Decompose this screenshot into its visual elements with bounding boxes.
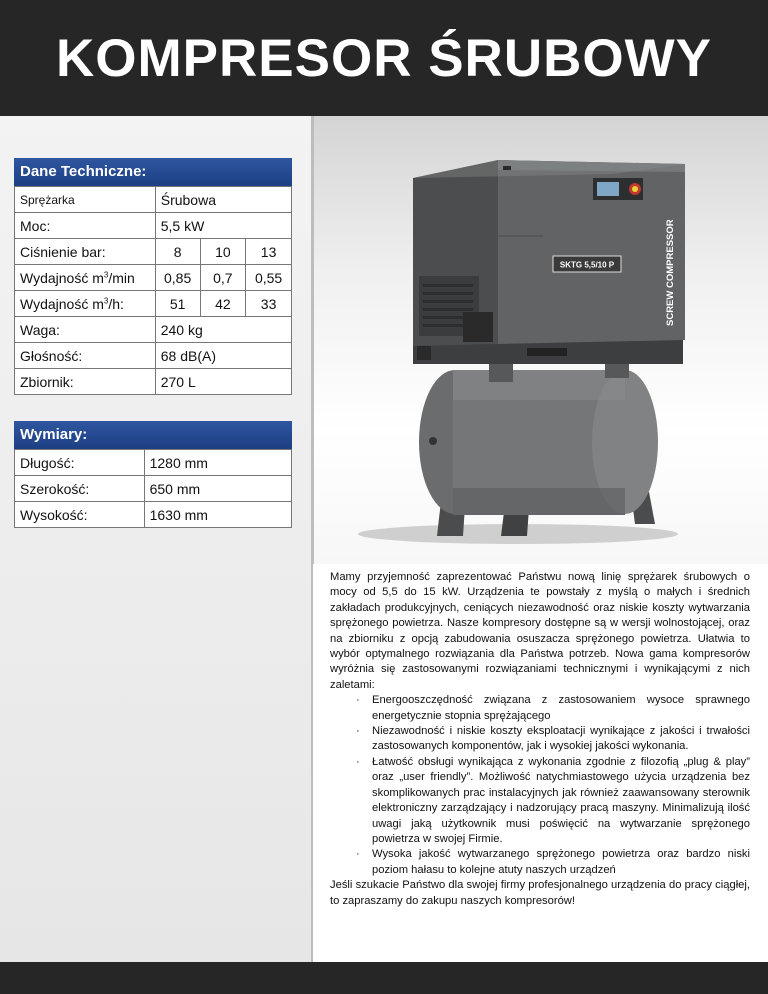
spec-value: 68 dB(A) — [155, 343, 291, 369]
spec-label: Waga: — [15, 317, 156, 343]
side-label: SCREW COMPRESSOR — [665, 219, 676, 326]
spec-value: 33 — [246, 291, 292, 317]
description-outro: Jeśli szukacie Państwo dla swojej firmy profesjonalnego urządzenia do pracy ciągłej, to zapraszamy do zakupu naszych kompresorów! — [330, 879, 750, 907]
description-text — [330, 570, 750, 909]
spec-value: 0,85 — [155, 265, 200, 291]
table-row — [15, 317, 292, 343]
spec-value: 51 — [155, 291, 200, 317]
spec-value: 0,7 — [200, 265, 246, 291]
dims-table — [14, 449, 292, 528]
table-row — [15, 476, 292, 502]
dim-label: Długość: — [15, 450, 145, 476]
compressor-image — [313, 116, 768, 564]
spec-value: 42 — [200, 291, 246, 317]
spec-label: Moc: — [15, 213, 156, 239]
dim-label: Szerokość: — [15, 476, 145, 502]
table-row — [15, 291, 292, 317]
dims-banner: Wymiary: — [14, 421, 292, 449]
spec-label: Sprężarka — [15, 187, 156, 213]
spec-value: Śrubowa — [155, 187, 291, 213]
spec-label: Głośność: — [15, 343, 156, 369]
dim-value: 650 mm — [144, 476, 291, 502]
list-item: · Wysoka jakość wytwarzanego sprężonego powietrza oraz bardzo niski poziom hałasu to kolejne atuty naszych urządzeń — [356, 848, 750, 876]
spec-label: Wydajność $m^3/\min$ — [15, 265, 156, 291]
table-row — [15, 239, 292, 265]
spec-label: Zbiornik: — [15, 369, 156, 395]
table-row — [15, 343, 292, 369]
product-photo — [313, 116, 768, 564]
list-item: · Łatwość obsługi wynikająca z wykonania zgodnie z filozofią „plug & play” oraz „user friendly”. Możliwość natychmiastowego użycia urządzenia bez skomplikowanych prac instalacyjnych jak również zaawansowany sterownik elektroniczny zarządzający i nadzorujący pracą maszyny. Minimalizują ilość uwagi jaką użytkownik musi poświęcić na wytwarzanie sprężonego powietrza w swojej Firmie. — [356, 755, 750, 845]
spec-value: 8 — [155, 239, 200, 265]
dim-label: Wysokość: — [15, 502, 145, 528]
model-label: SKTG 5,5/10 P — [559, 260, 615, 270]
table-row — [15, 187, 292, 213]
table-row — [15, 369, 292, 395]
page-title: KOMPRESOR ŚRUBOWY — [56, 29, 712, 88]
spec-value: 270 L — [155, 369, 291, 395]
advantages-list — [330, 693, 750, 878]
bullet-icon: · — [356, 694, 360, 707]
spec-value: 240 kg — [155, 317, 291, 343]
specs-table — [14, 186, 292, 395]
spec-value: 13 — [246, 239, 292, 265]
spec-value: 10 — [200, 239, 246, 265]
spec-value: 5,5 kW — [155, 213, 291, 239]
footer-bar — [0, 962, 768, 994]
table-row — [15, 213, 292, 239]
dim-value: 1630 mm — [144, 502, 291, 528]
bullet-icon: · — [356, 755, 360, 768]
list-item: · Niezawodność i niskie koszty eksploatacji wynikające z jakości i trwałości zastosowanych komponentów, jak i wysokiej jakości wykonania. — [356, 725, 750, 753]
spec-label: Ciśnienie bar: — [15, 239, 156, 265]
bullet-icon: · — [356, 725, 360, 738]
spec-value: 0,55 — [246, 265, 292, 291]
description-intro: Mamy przyjemność zaprezentować Państwu nową linię sprężarek śrubowych o mocy od 5,5 do 15 kW. Urządzenia te powstały z myślą o małych i średnich zakładach produkcyjnych, ceniących niezawodność oraz niskie koszty wytwarzania sprężonego powietrza. Nasze kompresory dostępne są w wersji wolnostojącej, oraz na zbiorniku z opcją zabudowania osuszacza sprężonego powietrza. Ułatwia to wybór optymalnego rozwiązania dla Państwa potrzeb. Nowa gama kompresorów wyróżnia się zastosowanymi rozwiązaniami technicznymi i wynikającymi z nich zaletami: — [330, 571, 750, 691]
dim-value: 1280 mm — [144, 450, 291, 476]
list-item: · Energooszczędność związana z zastosowaniem wysoce sprawnego energetycznie stopnia sprężającego — [356, 694, 750, 722]
table-row — [15, 265, 292, 291]
header-bar — [0, 0, 768, 116]
table-row — [15, 450, 292, 476]
table-row — [15, 502, 292, 528]
spec-label: Wydajność $m^3/h$: — [15, 291, 156, 317]
specs-banner: Dane Techniczne: — [14, 158, 292, 186]
bullet-icon: · — [356, 848, 360, 861]
